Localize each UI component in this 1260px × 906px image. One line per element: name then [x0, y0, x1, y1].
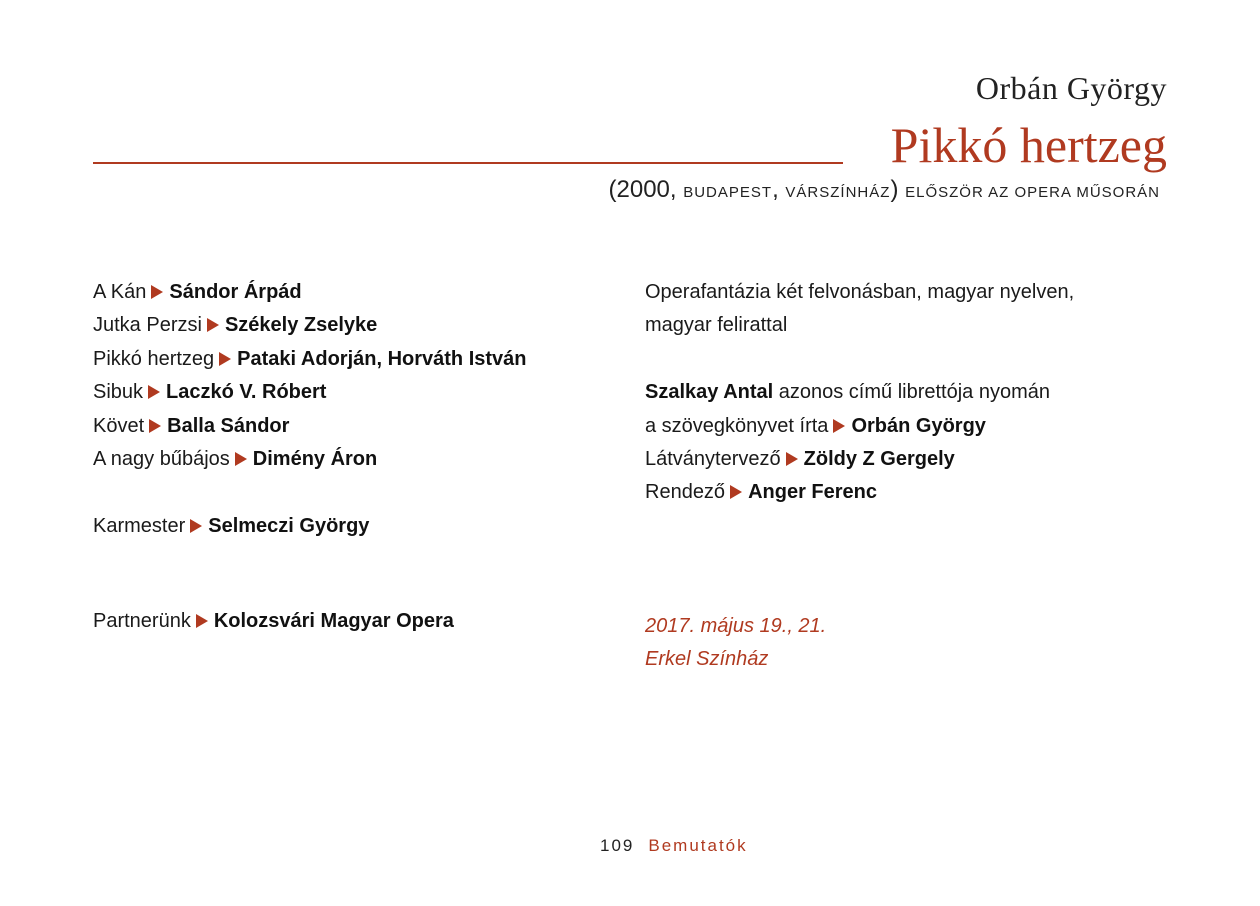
cast-singer: Sándor Árpád — [169, 281, 302, 303]
cast-row — [93, 343, 527, 376]
subtitle-note: ELŐSZÖR AZ OPERA MŰSORÁN — [905, 184, 1160, 201]
cast-row — [93, 443, 527, 476]
director-role: Rendező — [645, 481, 726, 504]
arrow-icon — [207, 318, 219, 332]
work-title: Pikkó hertzeg — [890, 117, 1167, 173]
section-name: Bemutatók — [648, 836, 748, 855]
performance-venue: Erkel Színház — [645, 648, 769, 671]
info-line-2: magyar felirattal — [645, 314, 788, 337]
design-role: Látványtervező — [645, 447, 781, 470]
title-rule — [93, 162, 843, 164]
performance-info — [645, 610, 826, 677]
composer-name: Orbán György — [975, 70, 1167, 106]
conductor-role: Karmester — [93, 514, 186, 537]
cast-role: Jutka Perzsi — [93, 314, 202, 337]
partner-name: Kolozsvári Magyar Opera — [213, 610, 454, 632]
libretto-name: Orbán György — [851, 414, 986, 437]
cast-row — [93, 376, 527, 409]
libretto-row — [645, 410, 1074, 443]
cast-singer: Pataki Adorján, Horváth István — [237, 347, 527, 370]
subtitle-comma: , — [772, 176, 786, 203]
design-name: Zöldy Z Gergely — [803, 447, 955, 470]
arrow-icon — [235, 452, 247, 466]
director-row — [645, 476, 1074, 509]
director-name: Anger Ferenc — [748, 481, 877, 504]
cast-row — [93, 410, 527, 443]
arrow-icon — [149, 419, 161, 433]
arrow-icon — [730, 485, 742, 499]
cast-row — [93, 309, 527, 342]
partner-label: Partnerünk — [93, 610, 191, 632]
libretto-role: a szövegkönyvet írta — [645, 414, 829, 437]
arrow-icon — [219, 352, 231, 366]
cast-singer: Székely Zselyke — [224, 314, 378, 337]
partner-row — [93, 610, 454, 633]
arrow-icon — [151, 285, 163, 299]
cast-list — [93, 276, 527, 543]
cast-singer: Laczkó V. Róbert — [166, 381, 327, 404]
cast-singer: Dimény Áron — [252, 447, 378, 470]
conductor-row — [93, 510, 527, 543]
arrow-icon — [190, 519, 202, 533]
page-number: 109 — [600, 836, 635, 855]
performance-dates: 2017. május 19., 21. — [645, 615, 827, 637]
page-footer — [600, 836, 748, 856]
conductor-name: Selmeczi György — [208, 514, 370, 537]
subtitle — [609, 176, 1161, 204]
info-line-1: Operafantázia két felvonásban, magyar nyelven, — [645, 281, 1075, 303]
arrow-icon — [833, 419, 845, 433]
libretto-author: Szalkay Antal — [645, 381, 774, 404]
libretto-text: azonos című librettója nyomán — [773, 381, 1051, 404]
arrow-icon — [196, 614, 208, 628]
libretto-source-row — [645, 376, 1074, 409]
production-info — [645, 276, 1074, 510]
cast-row — [93, 276, 527, 309]
cast-role: Sibuk — [93, 381, 144, 404]
subtitle-close: ) — [890, 176, 906, 203]
cast-role: Pikkó hertzeg — [93, 347, 215, 370]
cast-singer: Balla Sándor — [167, 414, 290, 437]
cast-role: A Kán — [93, 281, 147, 303]
arrow-icon — [148, 385, 160, 399]
arrow-icon — [786, 452, 798, 466]
design-row — [645, 443, 1074, 476]
subtitle-city: BUDAPEST — [683, 184, 773, 201]
cast-role: Követ — [93, 414, 145, 437]
cast-role: A nagy bűbájos — [93, 447, 230, 470]
subtitle-open: (2000, — [608, 176, 684, 203]
subtitle-venue: VÁRSZÍNHÁZ — [785, 184, 891, 201]
